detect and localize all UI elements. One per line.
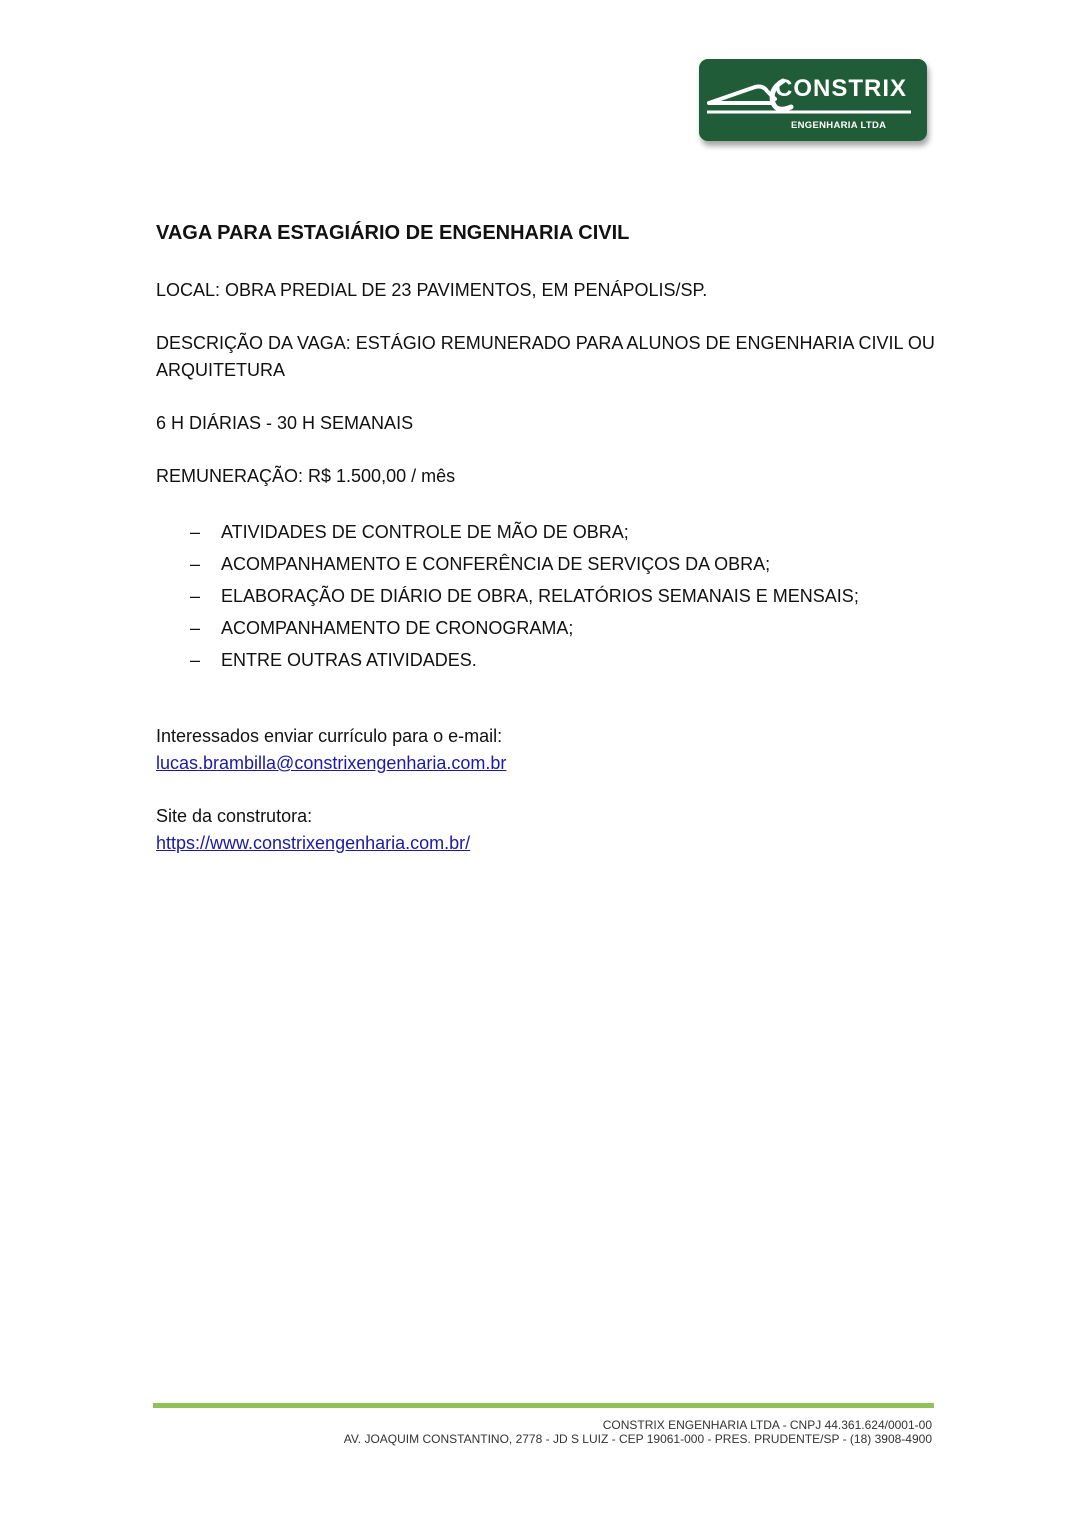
list-item [156,644,946,676]
footer [344,1418,932,1446]
document-body [156,218,946,883]
logo-name: CONSTRIX [775,75,908,102]
site-label: Site da construtora: [156,806,313,826]
document-title: VAGA PARA ESTAGIÁRIO DE ENGENHARIA CIVIL [156,222,630,244]
task-text: ACOMPANHAMENTO E CONFERÊNCIA DE SERVIÇOS DA OBRA; [221,554,771,574]
email-link[interactable]: lucas.brambilla@constrixengenharia.com.br [156,753,507,773]
dash-bullet-icon: – [190,522,201,542]
email-label: Interessados enviar currículo para o e-mail: [156,726,503,746]
job-description: DESCRIÇÃO DA VAGA: ESTÁGIO REMUNERADO PARA ALUNOS DE ENGENHARIA CIVIL OU ARQUITETURA [156,333,935,380]
task-text: ATIVIDADES DE CONTROLE DE MÃO DE OBRA; [221,522,629,542]
email-section [156,723,946,777]
site-section [156,803,946,857]
task-text: ACOMPANHAMENTO DE CRONOGRAMA; [221,618,574,638]
dash-bullet-icon: – [190,618,201,638]
task-text: ENTRE OUTRAS ATIVIDADES. [221,650,477,670]
dash-bullet-icon: – [190,650,201,670]
footer-address: AV. JOAQUIM CONSTANTINO, 2778 - JD S LUIZ - CEP 19061-000 - PRES. PRUDENTE/SP - (18) 3908-4900 [343,1432,932,1446]
logo-subtitle: ENGENHARIA LTDA [791,120,887,131]
site-link[interactable]: https://www.constrixengenharia.com.br/ [156,833,471,853]
list-item [156,580,946,612]
task-text: ELABORAÇÃO DE DIÁRIO DE OBRA, RELATÓRIOS SEMANAIS E MENSAIS; [221,586,859,606]
job-location: LOCAL: OBRA PREDIAL DE 23 PAVIMENTOS, EM PENÁPOLIS/SP. [156,280,708,300]
job-hours: 6 H DIÁRIAS - 30 H SEMANAIS [156,413,414,433]
job-salary: REMUNERAÇÃO: R$ 1.500,00 / mês [156,466,456,486]
list-item [156,516,946,548]
task-list [156,516,946,676]
list-item [156,612,946,644]
footer-company: CONSTRIX ENGENHARIA LTDA - CNPJ 44.361.624/0001-00 [602,1418,932,1432]
list-item [156,548,946,580]
company-logo [699,59,927,141]
dash-bullet-icon: – [190,554,201,574]
dash-bullet-icon: – [190,586,201,606]
footer-divider [153,1403,934,1408]
